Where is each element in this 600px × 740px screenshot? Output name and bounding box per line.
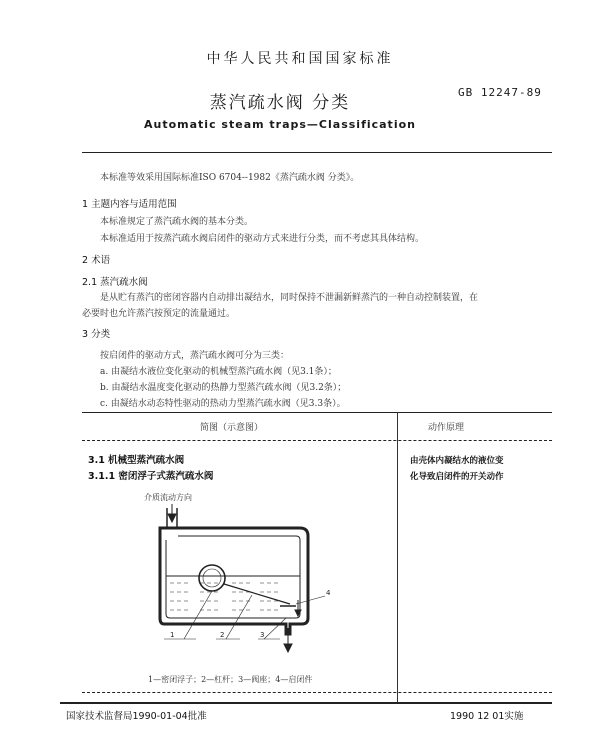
trap-inner-wall: [166, 536, 300, 618]
section-1-heading: 1 主题内容与适用范围: [82, 199, 177, 210]
table-header-principle: 动作原理: [428, 423, 465, 433]
section-2-heading: 2 术语: [82, 255, 111, 266]
classification-item-a: a. 由凝结水液位变化驱动的机械型蒸汽疏水阀（见3.1条）；: [100, 367, 337, 377]
callout-2: 2: [220, 631, 225, 639]
standard-org-header: 中华人民共和国国家标准: [206, 51, 394, 67]
classification-item-b: b. 由凝结水温度变化驱动的热静力型蒸汽疏水阀（见3.2条）；: [100, 383, 347, 393]
table-header-rule: [82, 440, 552, 441]
approval-text: 国家技术监督局1990-01-04批准: [66, 711, 207, 722]
principle-line-2: 化导致启闭件的开关动作: [410, 472, 504, 482]
flow-direction-label: 介质流动方向: [144, 493, 192, 502]
section-2-1-paragraph-line-2: 必要时也允许蒸汽按预定的流量通过。: [82, 309, 236, 319]
outlet-arrow-icon: [284, 644, 292, 652]
diagram-caption: 1—密闭浮子；2—杠杆；3—阀座；4—启闭件: [148, 675, 313, 684]
section-3-heading: 3 分类: [82, 329, 111, 340]
effective-date: 1990 12 01实施: [450, 711, 524, 722]
page-subtitle-en: Automatic steam traps—Classification: [144, 118, 416, 131]
callout-4: 4: [326, 589, 331, 597]
classification-item-c: c. 由凝结水动态特性驱动的热动力型蒸汽疏水阀（见3.3条）。: [100, 399, 346, 409]
section-2-1-heading: 2.1 蒸汽疏水阀: [82, 277, 148, 288]
float-trap-diagram: [140, 500, 350, 660]
section-1-paragraph-1: 本标准规定了蒸汽疏水阀的基本分类。: [100, 217, 254, 227]
footer-divider: [60, 702, 552, 704]
standard-number: GB 12247-89: [458, 86, 542, 99]
section-2-1-paragraph-line-1: 是从贮有蒸汽的密闭容器内自动排出凝结水，同时保持不泄漏新鲜蒸汽的一种自动控制装置，在: [100, 293, 479, 303]
table-column-divider: [397, 412, 398, 702]
table-bottom-rule: [82, 692, 552, 693]
callout-1: 1: [170, 631, 175, 639]
principle-line-1: 由壳体内凝结水的液位变: [410, 456, 504, 466]
callout-3: 3: [260, 631, 265, 639]
intro-text: 本标准等效采用国际标准ISO 6704--1982《蒸汽疏水阀 分类》。: [100, 173, 360, 183]
table-top-rule: [82, 412, 552, 413]
table-row-3-1-label: 3.1 机械型蒸汽疏水阀: [88, 455, 185, 466]
inlet-arrow-icon: [168, 514, 176, 522]
page-title: 蒸汽疏水阀 分类: [209, 93, 351, 113]
section-1-paragraph-2: 本标准适用于按蒸汽疏水阀启闭件的驱动方式来进行分类，而不考虑其具体结构。: [100, 234, 425, 244]
section-3-intro: 按启闭件的驱动方式，蒸汽疏水阀可分为三类：: [100, 351, 290, 361]
header-divider: [82, 152, 552, 153]
table-header-diagram: 简图（示意图）: [200, 423, 264, 433]
table-row-3-1-1-label: 3.1.1 密闭浮子式蒸汽疏水阀: [88, 471, 214, 482]
